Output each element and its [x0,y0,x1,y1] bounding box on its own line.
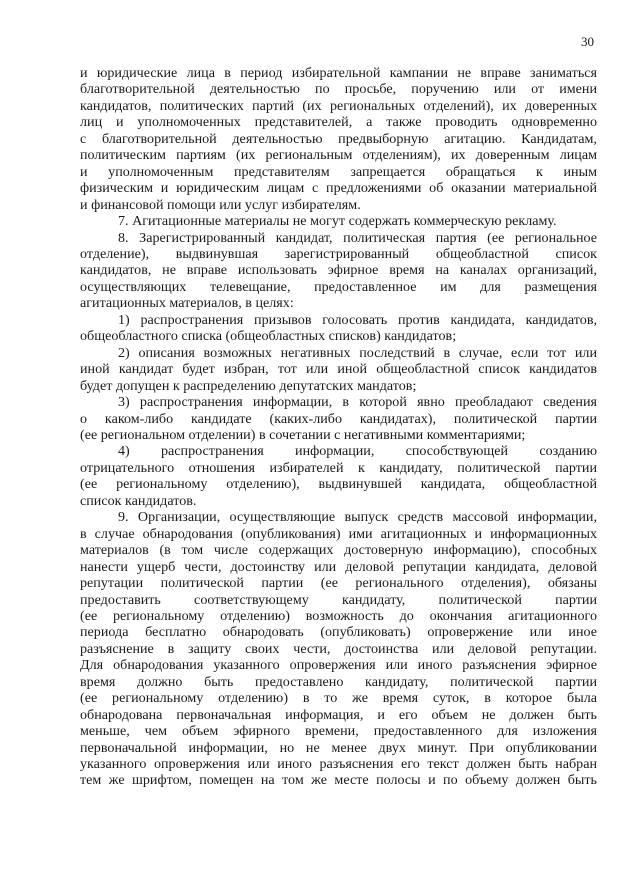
document-line: с благотворительной деятельностью предвыборную агитацию. Кандидатам, [80,130,597,147]
document-line: 2) описания возможных негативных последствий в случае, если тот или [118,344,597,361]
document-line: список кандидатов. [80,492,197,509]
document-line: будет допущен к распределению депутатских мандатов; [80,377,417,394]
document-line: политическим партиям (их региональным отделениям), их доверенным лицам [80,147,597,164]
document-line: указанного опровержения или иного разъяснения его текст должен быть набран [80,756,597,773]
document-line: (ее региональному отделению) возможность до окончания агитационного [80,607,597,624]
document-line: и финансовой помощи или услуг избирателям. [80,196,361,213]
document-line: первоначальной информации, но не менее двух минут. При опубликовании [80,739,597,756]
document-line: тем же шрифтом, помещен на том же месте полосы и по объему должен быть [80,772,597,789]
document-line: Для обнародования указанного опровержения или иного разъяснения эфирное [80,657,597,674]
document-line: отделение), выдвинувшая зарегистрированный общеобластной список [80,245,597,262]
document-line: кандидатов, не вправе использовать эфирное время на каналах организаций, [80,262,597,279]
document-line: периода бесплатно обнародовать (опубликовать) опровержение или иное [80,624,597,641]
document-line: предоставить соответствующему кандидату, политической партии [80,591,597,608]
document-line: 4) распространения информации, способствующей созданию [118,443,597,460]
document-body [80,65,597,789]
document-line: 1) распространения призывов голосовать против кандидата, кандидатов, [118,311,597,328]
document-line: 9. Организации, осуществляющие выпуск средств массовой информации, [118,509,597,526]
document-line: материалов (в том числе содержащих достоверную информацию), способных [80,542,597,559]
page-number: 30 [581,34,594,49]
document-line: обнародована первоначальная информация, и его объем не должен быть [80,706,597,723]
document-line: (ее региональном отделении) в сочетании с негативными комментариями; [80,426,526,443]
document-line: разъяснение в защиту своих чести, достоинства или деловой репутации. [80,640,597,657]
document-line: кандидатов, политических партий (их региональных отделений), их доверенных [80,97,597,114]
document-line: осуществляющих телевещание, предоставленное им для размещения [80,278,597,295]
document-line: репутации политической партии (ее регионального отделения), обязаны [80,575,597,592]
document-line: агитационных материалов, в целях: [80,295,294,312]
document-line: физическим и юридическим лицам с предложениями об оказании материальной [80,180,597,197]
document-line: нанести ущерб чести, достоинству или деловой репутации кандидата, деловой [80,558,597,575]
document-line: 7. Агитационные материалы не могут содержать коммерческую рекламу. [118,213,557,230]
document-line: меньше, чем объем эфирного времени, предоставленного для изложения [80,723,597,740]
document-line: (ее региональному отделению), выдвинувшей кандидата, общеобластной [80,476,597,493]
document-line: в случае обнародования (опубликования) ими агитационных и информационных [80,525,597,542]
document-line: 8. Зарегистрированный кандидат, политическая партия (ее региональное [118,229,597,246]
document-line: отрицательного отношения избирателей к кандидату, политической партии [80,459,597,476]
document-line: (ее региональному отделению) в то же время суток, в которое была [80,690,597,707]
document-line: 3) распространения информации, в которой явно преобладают сведения [118,394,597,411]
document-line: и юридические лица в период избирательной кампании не вправе заниматься [80,65,597,81]
document-line: и уполномоченным представителям запрещается обращаться к иным [80,163,597,180]
document-line: общеобластного списка (общеобластных списков) кандидатов; [80,328,457,345]
document-line: иной кандидат будет избран, тот или иной общеобластной список кандидатов [80,361,597,378]
document-line: время должно быть предоставлено кандидату, политической партии [80,673,597,690]
document-line: о каком-либо кандидате (каких-либо кандидатах), политической партии [80,410,597,427]
document-line: благотворительной деятельностью по просьбе, поручению или от имени [80,81,597,98]
document-line: лиц и уполномоченных представителей, а также проводить одновременно [80,114,597,131]
